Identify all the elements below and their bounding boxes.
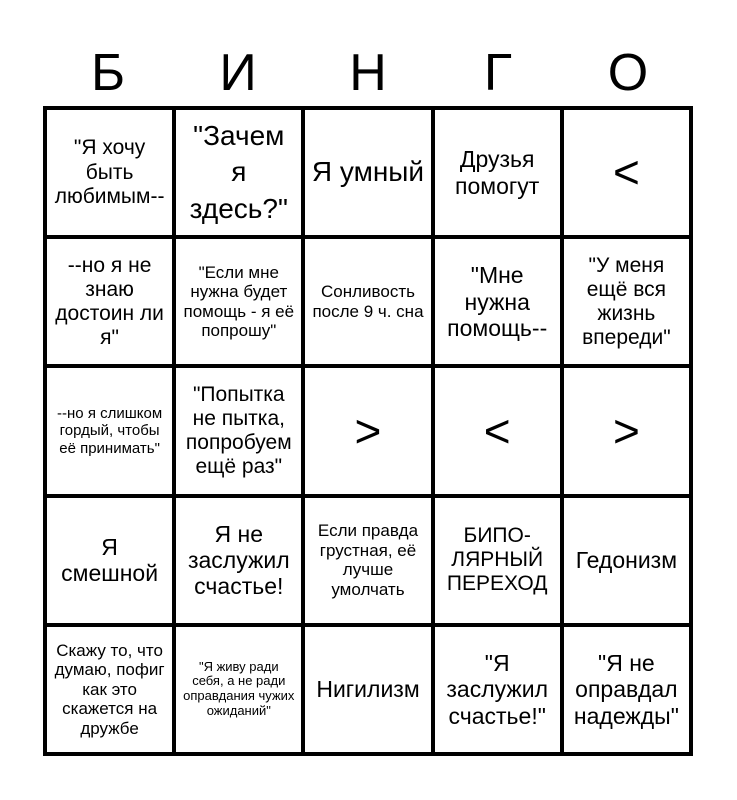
bingo-cell-r5c4[interactable]: "Я заслужил счастье!" — [435, 627, 564, 756]
bingo-cell-r5c1[interactable]: Скажу то, что думаю, пофиг как это скажется на дружбе — [47, 627, 176, 756]
bingo-cell-r5c3[interactable]: Нигилизм — [305, 627, 434, 756]
bingo-cell-r4c3[interactable]: Если правда грустная, её лучше умолчать — [305, 498, 434, 627]
bingo-cell-r5c2[interactable]: "Я живу ради себя, а не ради оправдания чужих ожиданий" — [176, 627, 305, 756]
bingo-cell-r1c3[interactable]: Я умный — [305, 110, 434, 239]
bingo-header — [43, 40, 693, 106]
bingo-cell-r2c3[interactable]: Сонливость после 9 ч. сна — [305, 239, 434, 368]
bingo-cell-r1c2[interactable]: "Зачем я здесь?" — [176, 110, 305, 239]
bingo-cell-r3c4[interactable]: < — [435, 368, 564, 497]
header-letter-i: И — [219, 44, 257, 102]
bingo-cell-r2c5[interactable]: "У меня ещё вся жизнь впереди" — [564, 239, 693, 368]
bingo-cell-r3c5[interactable]: > — [564, 368, 693, 497]
header-letter-g: Г — [483, 44, 513, 102]
bingo-cell-r1c4[interactable]: Друзья помогут — [435, 110, 564, 239]
bingo-cell-r4c4[interactable]: БИПО-ЛЯРНЫЙ ПЕРЕХОД — [435, 498, 564, 627]
bingo-cell-r3c2[interactable]: "Попытка не пытка, попробуем ещё раз" — [176, 368, 305, 497]
bingo-cell-r1c5[interactable]: < — [564, 110, 693, 239]
header-letter-n: Н — [349, 44, 387, 102]
bingo-cell-r2c1[interactable]: --но я не знаю достоин ли я" — [47, 239, 176, 368]
bingo-cell-r3c3[interactable]: > — [305, 368, 434, 497]
bingo-cell-r2c4[interactable]: "Мне нужна помощь-- — [435, 239, 564, 368]
bingo-cell-r4c5[interactable]: Гедонизм — [564, 498, 693, 627]
bingo-cell-r3c1[interactable]: --но я слишком гордый, чтобы её принимать" — [47, 368, 176, 497]
bingo-board — [43, 106, 693, 756]
bingo-cell-r1c1[interactable]: "Я хочу быть любимым-- — [47, 110, 176, 239]
bingo-cell-r2c2[interactable]: "Если мне нужна будет помощь - я её попрошу" — [176, 239, 305, 368]
header-letter-b: Б — [90, 44, 126, 102]
bingo-cell-r4c2[interactable]: Я не заслужил счастье! — [176, 498, 305, 627]
bingo-cell-r4c1[interactable]: Я смешной — [47, 498, 176, 627]
bingo-cell-r5c5[interactable]: "Я не оправдал надежды" — [564, 627, 693, 756]
header-letter-o: О — [607, 44, 649, 102]
